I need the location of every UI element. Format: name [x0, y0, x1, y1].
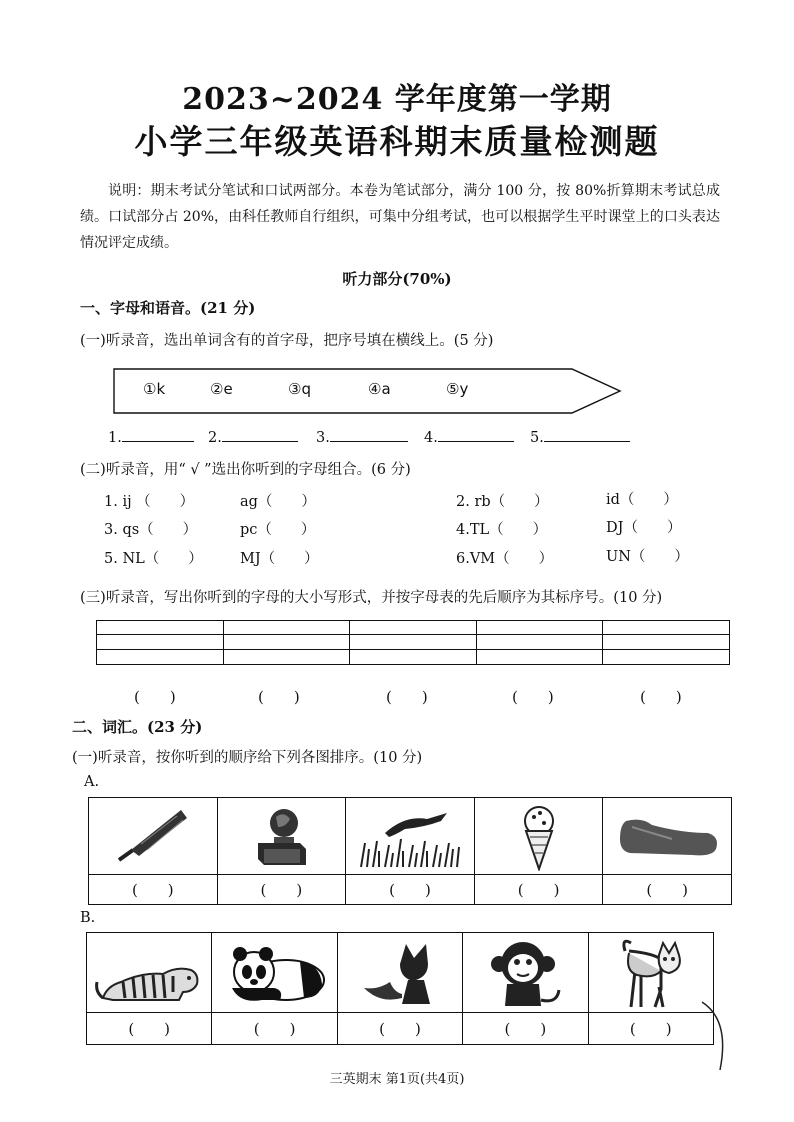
intro-line: 时课堂上的口头表达情况评定成绩。	[80, 209, 720, 251]
blank-number: 3.	[316, 430, 330, 446]
answer-blank[interactable]	[316, 425, 408, 446]
blank-number: 4.	[424, 430, 438, 446]
intro-line: 考试总成绩。口试部分占 20%，由科任教师自行组织，可集中分组考试，也可以根据学生平	[80, 183, 721, 225]
letter-option: ②e	[210, 380, 233, 398]
foot-icon	[604, 799, 730, 873]
page-title-line1: 2023~2024 学年度第一学期	[182, 82, 612, 117]
order-paren[interactable]: ( )	[379, 1020, 421, 1038]
letter-pair-choice[interactable]: MJ（ ）	[240, 551, 319, 567]
answer-blank[interactable]	[108, 425, 194, 446]
letter-option: ①k	[143, 380, 166, 398]
order-paren[interactable]: ( )	[646, 880, 689, 899]
order-paren[interactable]: ( )	[386, 688, 428, 706]
monkey-icon	[464, 934, 586, 1011]
part1-heading: 一、字母和语音。(21 分)	[80, 299, 256, 317]
order-paren[interactable]: ( )	[389, 880, 431, 899]
letter-pair-choice[interactable]: 4.TL（ ）	[456, 522, 548, 538]
part1-q3-instruction: (三)听录音，写出你听到的字母的大小写形式，并按字母表的先后顺序为其标序号。(10 分)	[80, 590, 663, 606]
letter-pair-choice[interactable]: id（ ）	[606, 492, 678, 508]
order-paren[interactable]: ( )	[260, 880, 303, 899]
order-paren[interactable]: ( )	[517, 880, 560, 899]
letter-option: ⑤y	[446, 380, 469, 398]
blank-line	[544, 425, 630, 442]
part1-q2-instruction: (二)听录音，用“ √ ”选出你听到的字母组合。(6 分)	[80, 462, 411, 478]
answer-blank[interactable]	[424, 425, 514, 446]
letter-pair-choice[interactable]: UN（ ）	[606, 549, 689, 565]
listening-section-title: 听力部分(70%)	[342, 270, 452, 288]
part2-q1-instruction: (一)听录音，按你听到的顺序给下列各图排序。(10 分)	[72, 750, 423, 766]
blank-line	[222, 425, 298, 442]
part1-q1-instruction: (一)听录音，选出单词含有的首字母，把序号填在横线上。(5 分)	[80, 333, 494, 349]
letter-pair-choice[interactable]: ag（ ）	[240, 494, 316, 510]
order-paren[interactable]: ( )	[504, 1020, 547, 1038]
group-a-label: A.	[84, 774, 100, 790]
page-footer: 三英期末 第1页(共4页)	[329, 1072, 465, 1087]
paper-curl-edge	[700, 1000, 760, 1072]
instructions-paragraph	[80, 178, 720, 256]
blank-number: 2.	[208, 430, 222, 446]
cat-icon	[590, 934, 712, 1011]
picture-table-a	[88, 797, 732, 905]
letter-pair-choice[interactable]: 6.VM（ ）	[456, 551, 554, 567]
answer-blank[interactable]	[208, 425, 298, 446]
group-b-label: B.	[80, 910, 96, 926]
answer-blank[interactable]	[530, 425, 630, 446]
ice-cream-icon	[476, 799, 602, 873]
picture-table-b	[86, 932, 714, 1045]
panda-icon	[213, 934, 335, 1011]
part2-heading: 二、词汇。(23 分)	[72, 718, 203, 736]
tiger-icon	[88, 934, 210, 1011]
globe-icon	[219, 799, 345, 873]
order-paren[interactable]: ( )	[128, 1020, 171, 1038]
handwriting-grid[interactable]	[96, 620, 730, 665]
order-paren[interactable]: ( )	[134, 688, 176, 706]
letter-pair-choice[interactable]: 1. ij （ ）	[104, 494, 195, 510]
order-paren[interactable]: ( )	[258, 688, 300, 706]
order-paren[interactable]: ( )	[253, 1020, 296, 1038]
page-title-line2: 小学三年级英语科期末质量检测题	[134, 122, 660, 161]
blank-line	[330, 425, 408, 442]
order-paren[interactable]: ( )	[512, 688, 554, 706]
order-paren[interactable]: ( )	[640, 688, 682, 706]
intro-line: 说明：期末考试分笔试和口试两部分。本卷为笔试部分，满分 100 分，按 80%折算期末	[108, 183, 664, 199]
letter-pair-choice[interactable]: DJ（ ）	[606, 520, 682, 536]
blank-line	[122, 425, 194, 442]
umbrella-icon	[90, 799, 216, 873]
letter-option: ④a	[368, 380, 391, 398]
grass-bird-icon	[347, 799, 473, 873]
blank-number: 5.	[530, 430, 544, 446]
blank-number: 1.	[108, 430, 122, 446]
letter-pair-choice[interactable]: 5. NL（ ）	[104, 551, 203, 567]
letter-option: ③q	[288, 380, 311, 398]
order-paren[interactable]: ( )	[629, 1020, 672, 1038]
order-paren[interactable]: ( )	[131, 880, 174, 899]
blank-line	[438, 425, 514, 442]
fox-icon	[339, 934, 461, 1011]
letter-pair-choice[interactable]: 3. qs（ ）	[104, 522, 198, 538]
letter-pair-choice[interactable]: pc（ ）	[240, 522, 316, 538]
letter-pair-choice[interactable]: 2. rb（ ）	[456, 494, 549, 510]
